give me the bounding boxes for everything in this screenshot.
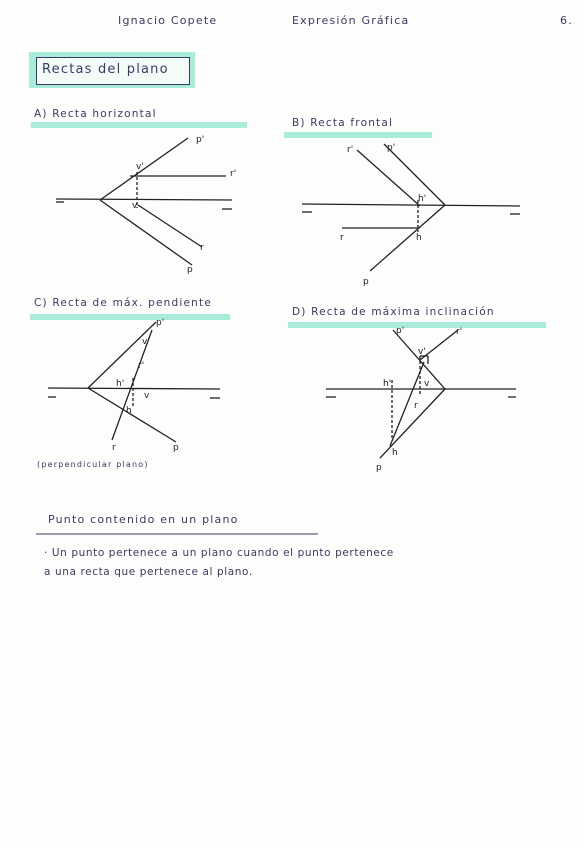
figure-b-label: p: [363, 277, 369, 287]
figure-a-label: p': [196, 135, 205, 145]
section-c-note: (perpendicular plano): [37, 460, 149, 469]
figure-b-frontal-line: [302, 144, 520, 271]
figure-c-label: r: [112, 443, 116, 453]
page-number: 6.: [560, 14, 573, 27]
figure-d-label: v: [424, 379, 430, 389]
figure-a-label: r': [230, 169, 237, 179]
figure-b-label: h: [416, 233, 422, 243]
figure-d-labels: [376, 326, 462, 473]
section-c-heading: C) Recta de máx. pendiente: [34, 297, 212, 309]
figure-b-label: p': [387, 143, 396, 153]
figure-c-labels: [112, 318, 179, 453]
page-title: Rectas del plano: [42, 62, 169, 77]
figure-b-label: h': [418, 194, 427, 204]
figure-c-label: h': [116, 379, 125, 389]
section-a-heading: A) Recta horizontal: [34, 108, 157, 120]
figure-b-label: r: [340, 233, 344, 243]
subsection-text-line-2: a una recta que pertenece al plano.: [44, 566, 253, 578]
figure-d-label: h: [392, 448, 398, 458]
figure-a-labels: [132, 135, 236, 275]
subject-name: Expresión Gráfica: [292, 14, 410, 27]
section-d-heading: D) Recta de máxima inclinación: [292, 306, 495, 318]
figure-d-label: p': [396, 326, 405, 336]
figure-a-label: p: [187, 265, 193, 275]
author-name: Ignacio Copete: [118, 14, 218, 27]
section-b-heading: B) Recta frontal: [292, 117, 394, 129]
figure-b-labels: [340, 143, 426, 287]
figure-c-label: v': [142, 337, 150, 347]
figure-c-label: p': [156, 318, 165, 328]
figure-a-label: r: [200, 243, 204, 253]
figure-a-label: v: [132, 201, 138, 211]
figure-c-label: r': [138, 361, 145, 371]
figure-c-max-slope-line: [48, 322, 220, 442]
figure-c-label: h: [126, 406, 132, 416]
subsection-heading: Punto contenido en un plano: [48, 513, 239, 526]
figure-d-label: h': [383, 379, 392, 389]
figure-d-label: r: [414, 401, 418, 411]
figure-b-label: r': [347, 145, 354, 155]
subsection-text-line-1: · Un punto pertenece a un plano cuando el punto pertenece: [44, 547, 394, 559]
figure-a-label: v': [136, 162, 144, 172]
figure-d-label: p: [376, 463, 382, 473]
figure-c-label: v: [144, 391, 150, 401]
figure-d-label: r': [456, 327, 463, 337]
figure-c-label: p: [173, 443, 179, 453]
figure-d-label: v': [418, 347, 426, 357]
figure-a-horizontal-line: [56, 138, 232, 265]
